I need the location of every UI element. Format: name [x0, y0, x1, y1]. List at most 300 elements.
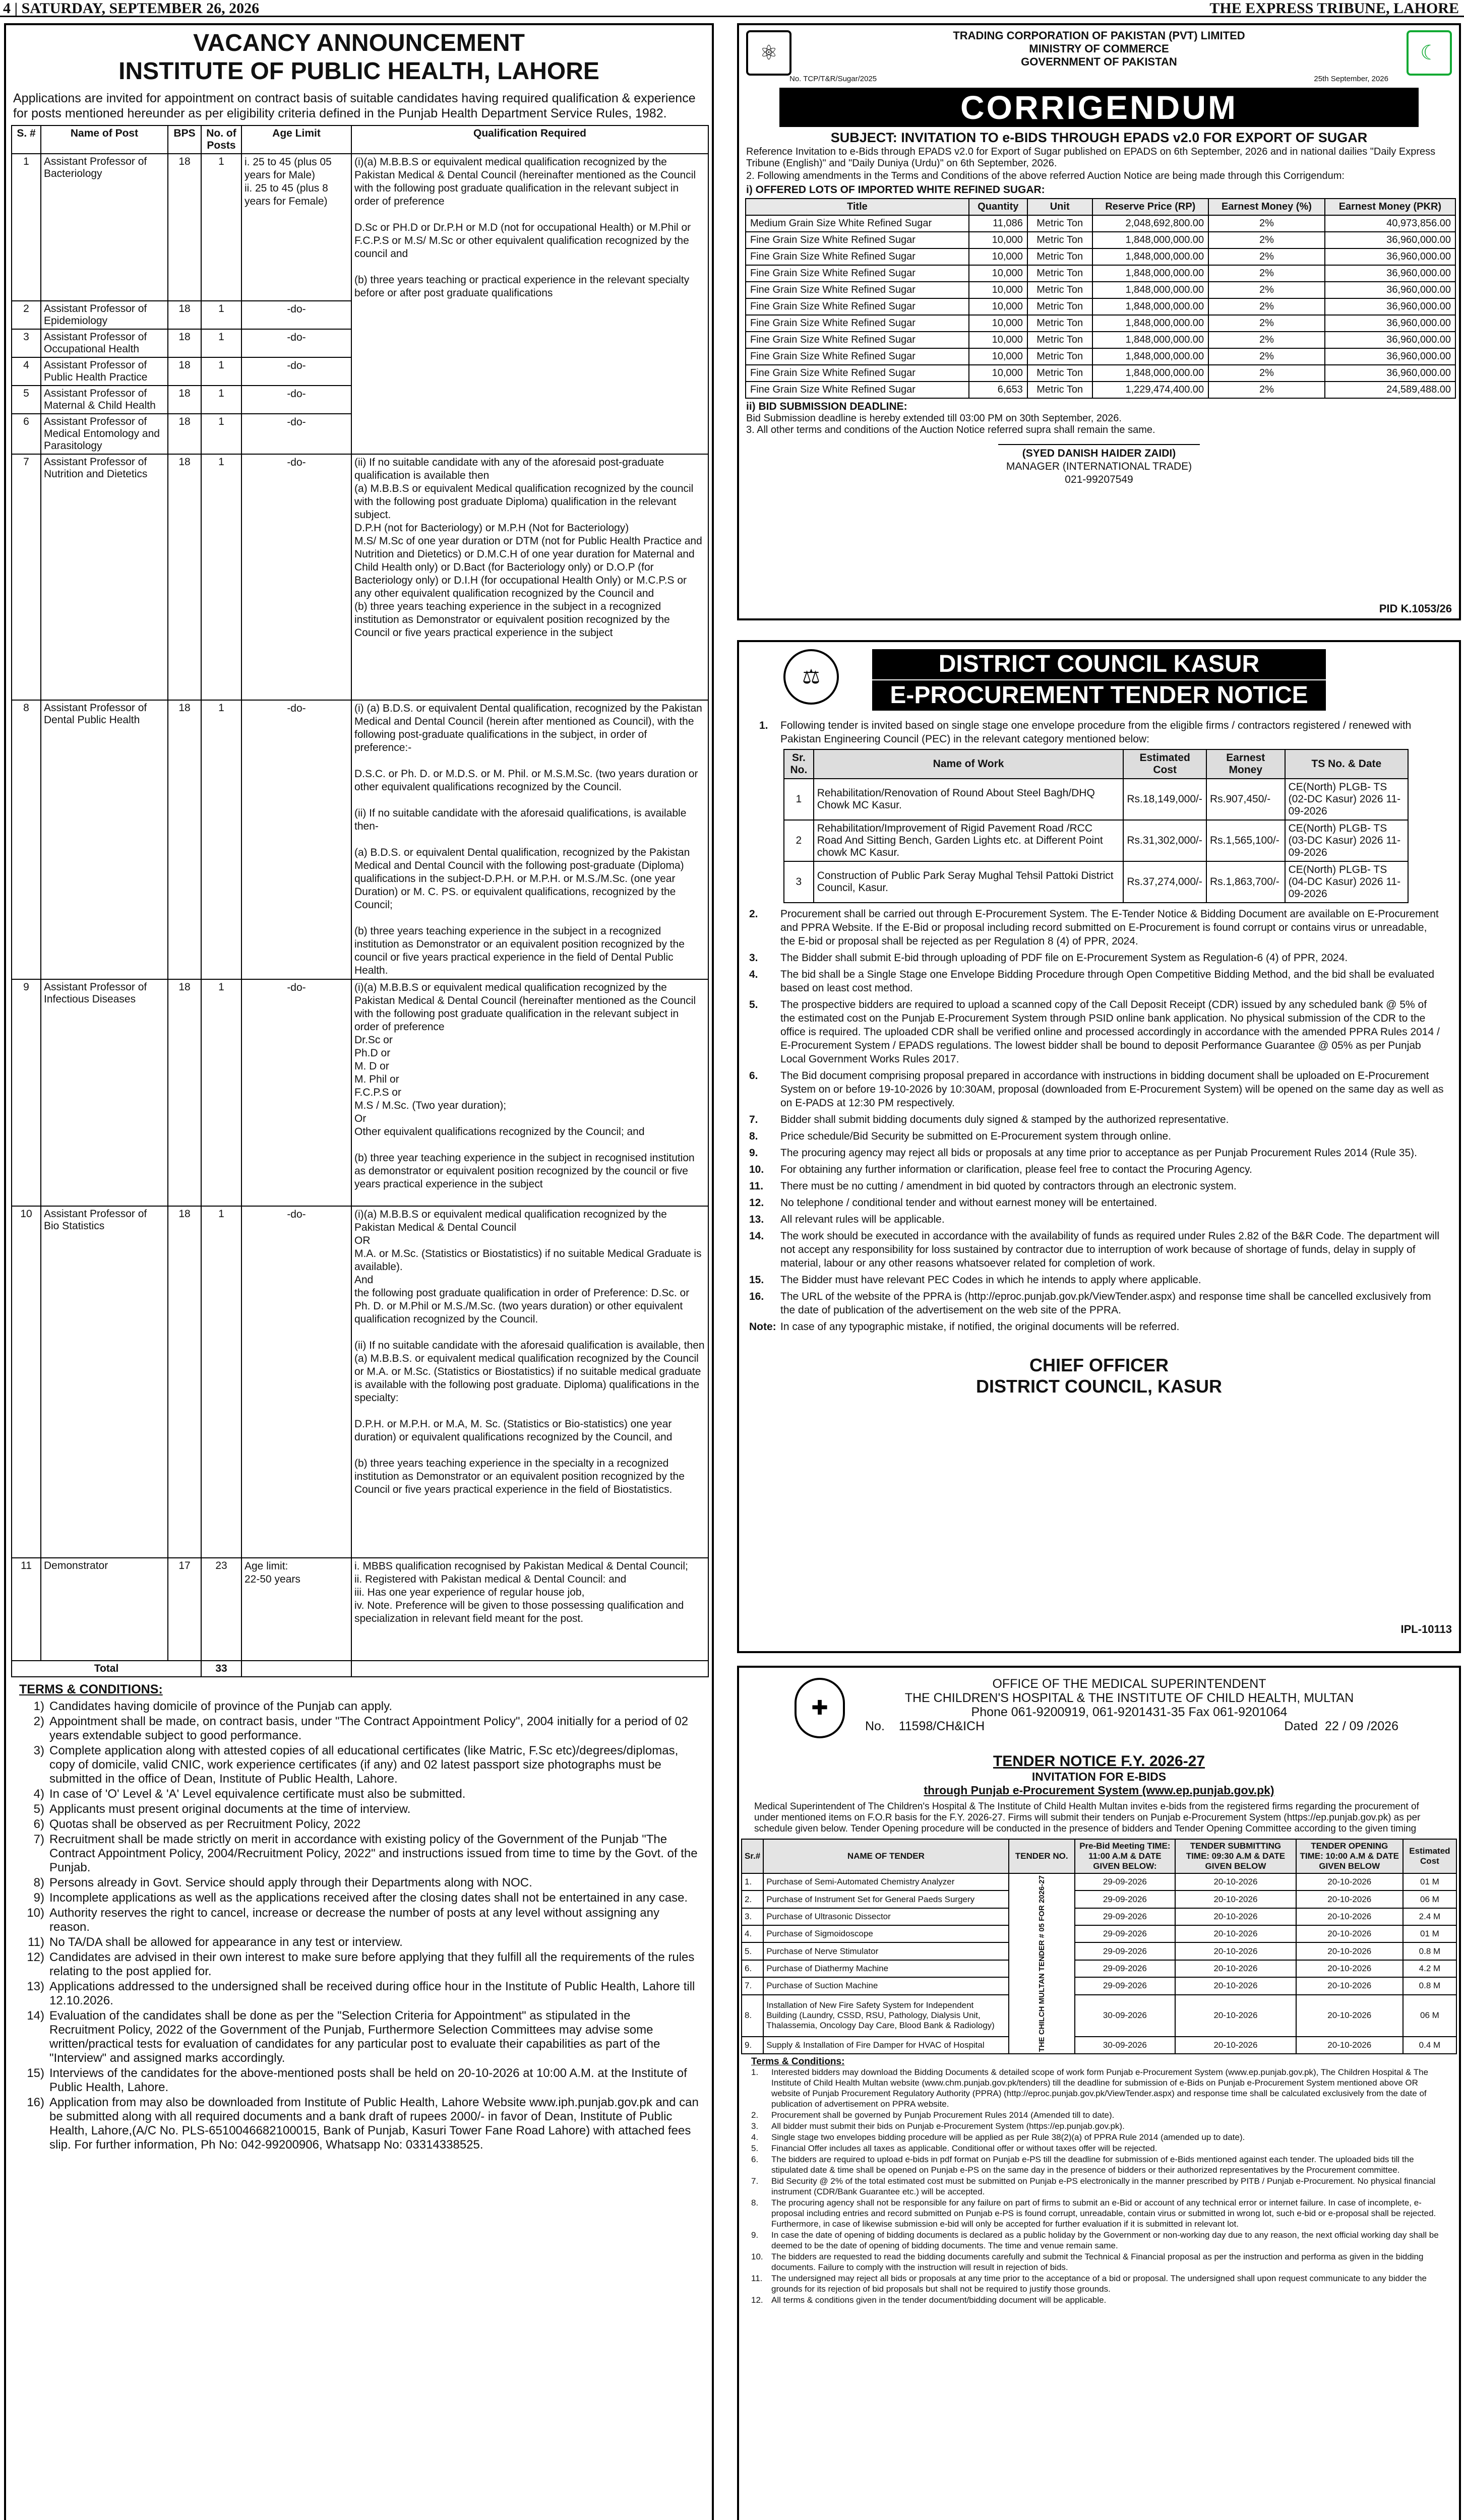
- sugar-row: [746, 365, 1455, 382]
- kasur-point-number: 5.: [749, 999, 758, 1011]
- sugar-cell: 36,960,000.00: [1325, 365, 1455, 382]
- row-post: Assistant Professor of Epidemiology: [41, 301, 168, 329]
- multan-cell-sn: 8.: [742, 1995, 763, 2037]
- sugar-cell: 36,960,000.00: [1325, 332, 1455, 348]
- kasur-point-number: 14.: [749, 1230, 764, 1242]
- kasur-point-text: The prospective bidders are required to upload a scanned copy of the Call Deposit Receipt (CDR) issued by any scheduled bank @ 5% of the estimated cost on the Punjab E-Procurement System through PSID online bank application. No physical submission of the CDR to the office is required. The uploaded CDR shall be verified online and processed accordingly in accordance with the amended PPRA Rules 2014 / E-Procurement System / EPADS regulations. The lowest bidder shall be bound to deposit Performance Guarantee @ 05% as per Punjab Local Government Works Rules 2017.: [780, 999, 1440, 1065]
- multan-cell: 06 M: [1403, 1891, 1456, 1908]
- multan-cell: 29-09-2026: [1075, 1908, 1176, 1925]
- sugar-cell: 2%: [1208, 248, 1325, 265]
- vacancy-row: [12, 1206, 708, 1558]
- multan-title-block: [739, 1753, 1459, 1797]
- vacancy-row: [12, 700, 708, 979]
- multan-cell: 20-10-2026: [1296, 1925, 1403, 1942]
- col-posts: No. of Posts: [201, 125, 241, 154]
- row-age: -do-: [241, 386, 351, 414]
- multan-term-text: Procurement shall be governed by Punjab Procurement Rules 2014 (Amended till to date).: [771, 2110, 1115, 2120]
- row-qual: (i) (a) B.D.S. or equivalent Dental qualification, recognized by the Pakistan Medical and Dental Council (herein after mentioned as Council), with the following post-graduate qualifications in the subject, in order of preference:- D.S.C. or Ph. D. or M.D.S. or M. Phil. or M.S.M.Sc. (two years duration or other equivalent qualifications recognized by the Council. (ii) If no suitable candidate with the aforesaid qualifications, is available then- (a) B.D.S. or equivalent Dental qualification, recognized by the Pakistan Medical and Dental Council with the following post-graduate (Diploma) qualifications in the subject-D.P.H. or M.P.H. or M.S./M.Sc. (one year Duration) or M. C. PS. or equivalent qualifications, recognized by the Council; (b) three years teaching experience in the subject in a recognized institution as Demonstrator or an equivalent position recognized by the council or five years practical experience in the field of Dental Public Health.: [351, 700, 708, 979]
- kasur-point: [739, 1273, 1459, 1290]
- row-posts: 23: [201, 1558, 241, 1661]
- sugar-cell: 40,973,856.00: [1325, 215, 1455, 232]
- multan-cell: 01 M: [1403, 1873, 1456, 1891]
- term-text: Recruitment shall be made strictly on merit in accordance with existing policy of the Government of the Punjab "The Contract Appointment Policy, 2004/Recruitment Policy, 2022" and instructions issued from time to time by the Govt. of the Punjab.: [49, 1833, 698, 1874]
- multan-cell: 20-10-2026: [1296, 1995, 1403, 2037]
- multan-cell: 29-09-2026: [1075, 1925, 1176, 1942]
- kasur-p1-text: Following tender is invited based on single stage one envelope procedure from the eligible firms / contractors registered / renewed with Pakistan Engineering Council (PEC) in the relevant category mentioned below:: [780, 720, 1412, 745]
- kasur-cell: Rs.31,302,000/-: [1123, 820, 1206, 861]
- term-item: [19, 2066, 699, 2095]
- multan-term-text: The undersigned may reject all bids or proposals at any time prior to the acceptance of a bid or proposal. The undersigned shall upon request communicate to any bidder the grounds for its rejection of bid proposals but shall not be required to justify those grounds.: [771, 2274, 1427, 2294]
- kasur-point-number: 9.: [749, 1147, 758, 1159]
- multan-tender-no: THE CHILCH MULTAN TENDER # 05 FOR 2026-27: [1009, 1873, 1075, 2054]
- multan-cell: 20-10-2026: [1296, 1977, 1403, 1994]
- term-text: Persons already in Govt. Service should apply through their Departments along with NOC.: [49, 1876, 532, 1889]
- multan-terms-title: Terms & Conditions:: [751, 2056, 845, 2067]
- sugar-cell: 36,960,000.00: [1325, 232, 1455, 248]
- sugar-cell: Metric Ton: [1027, 298, 1092, 315]
- multan-no: [865, 1719, 985, 1734]
- sugar-table: [745, 198, 1456, 399]
- sugar-cell: 2%: [1208, 382, 1325, 398]
- row-qual: (ii) If no suitable candidate with any of the aforesaid post-graduate qualification is available then (a) M.B.B.S or equivalent Medical qualification recognized by the council with the following post graduate Diploma) qualification in the relevant subject. D.P.H (not for Bacteriology) or M.P.H (Not for Bacteriology) M.S/ M.Sc of one year duration or DTM (not for Public Health Practice and Nutrition and Dietetics) or D.M.C.H of one year duration for Maternal and Child Health only) or D.Bact (for Bacteriology only) or D.O.P (for Bacteriology only) or D.I.H (for occupational Health Only) or M.C.P.S or any other equivalent qualification recognized by the Council and (b) three years teaching experience in the subject in a recognized institution as Demonstrator or equivalent position recognized by the Council or five years practical experience in the subject: [351, 454, 708, 700]
- multan-col-3: Pre-Bid Meeting TIME: 11:00 A.M & DATE GIVEN BELOW:: [1075, 1839, 1176, 1873]
- sugar-cell: Fine Grain Size White Refined Sugar: [746, 382, 969, 398]
- term-text: Authority reserves the right to cancel, increase or decrease the number of posts at any level without assigning any reason.: [49, 1906, 659, 1934]
- multan-cell-sn: 3.: [742, 1908, 763, 1925]
- kasur-point-text: The URL of the website of the PPRA is (http://eproc.punjab.gov.pk/ViewTender.aspx) and response time shall be cancelled exclusively from the date of publication of the advertisement on the web site of the PPRA.: [780, 1291, 1431, 1316]
- row-posts: 1: [201, 386, 241, 414]
- corr-subject: SUBJECT: INVITATION TO e-BIDS THROUGH EPADS v2.0 FOR EXPORT OF SUGAR: [830, 130, 1368, 145]
- multan-cell: 20-10-2026: [1296, 1942, 1403, 1960]
- kasur-point: [739, 1290, 1459, 1320]
- multan-cell: 20-10-2026: [1175, 1891, 1296, 1908]
- term-item: [19, 2096, 699, 2152]
- corr-para: Reference Invitation to e-Bids through EPADS v2.0 for Export of Sugar published on EPADS on 6th September, 2026 and in national dailies "Daily Express Tribune (English)" and "Daily Duniya (Urdu)" on 6th September, 2026.: [746, 146, 1436, 169]
- multan-col-1: NAME OF TENDER: [763, 1839, 1008, 1873]
- multan-term-text: All terms & conditions given in the tender document/bidding document will be applicable.: [771, 2295, 1107, 2305]
- multan-cell: 01 M: [1403, 1925, 1456, 1942]
- term-item: [19, 1699, 699, 1714]
- multan-cell: 20-10-2026: [1175, 1977, 1296, 1994]
- term-number: 3): [33, 1744, 44, 1757]
- multan-cell-name: Purchase of Diathermy Machine: [763, 1960, 1008, 1977]
- sugar-cell: 36,960,000.00: [1325, 348, 1455, 365]
- multan-cell-name: Purchase of Nerve Stimulator: [763, 1942, 1008, 1960]
- multan-term-text: The bidders are requested to read the bidding documents carefully and submit the Technical & Financial proposal as per the instruction and performa as given in the bidding documents. Failure to comply with the instruction will result in rejection of bids.: [771, 2252, 1424, 2273]
- sugar-header-row: [746, 199, 1455, 215]
- kasur-point-text: The bid shall be a Single Stage one Envelope Bidding Procedure through Open Competitive Bidding Method, and the bid shall be evaluated based on least cost method.: [780, 969, 1435, 994]
- term-text: In case of 'O' Level & 'A' Level equivalence certificate must also be submitted.: [49, 1787, 466, 1801]
- row-post: Assistant Professor of Dental Public Health: [41, 700, 168, 979]
- multan-org-1: OFFICE OF THE MEDICAL SUPERINTENDENT: [992, 1677, 1266, 1691]
- row-post: Assistant Professor of Public Health Practice: [41, 357, 168, 386]
- multan-term-number: 7.: [751, 2176, 759, 2186]
- kasur-point: [739, 968, 1459, 998]
- kasur-table: [783, 749, 1409, 903]
- term-number: 11): [28, 1935, 44, 1949]
- kasur-title-1: DISTRICT COUNCIL KASUR: [872, 649, 1326, 679]
- row-post: Assistant Professor of Nutrition and Dietetics: [41, 454, 168, 700]
- kasur-point-text: The Bidder must have relevant PEC Codes in which he intends to apply where applicable.: [780, 1274, 1201, 1286]
- sugar-cell: Fine Grain Size White Refined Sugar: [746, 232, 969, 248]
- multan-term-number: 2.: [751, 2110, 759, 2120]
- multan-term: [751, 2251, 1447, 2273]
- row-qual: (i)(a) M.B.B.S or equivalent medical qualification recognized by the Pakistan Medical & Dental Council (hereinafter mentioned as the Council with the following post graduate qualification in the relevant subject in order of preference D.Sc or PH.D or Dr.P.H or M.D (not for occupational Health) or M.Phil or F.C.P.S or M.S/ M.Sc or other equivalent qualification recognized by the council and (b) three years teaching or practical experience in the relevant specialty before or after post graduate qualifications: [351, 154, 708, 454]
- kasur-point-text: For obtaining any further information or clarification, please feel free to contact the Procuring Agency.: [780, 1164, 1252, 1175]
- sugar-cell: 1,848,000,000.00: [1092, 315, 1209, 332]
- row-bps: 18: [168, 979, 201, 1206]
- term-number: 5): [33, 1802, 44, 1816]
- row-posts: 1: [201, 357, 241, 386]
- kasur-point: [739, 1229, 1459, 1273]
- term-item: [19, 1950, 699, 1979]
- multan-term: [751, 2067, 1447, 2109]
- multan-cell: 2.4 M: [1403, 1908, 1456, 1925]
- kasur-point-text: The Bidder shall submit E-bid through uploading of PDF file on E-Procurement System as Regulation-6 (4) of PPR, 2024.: [780, 952, 1348, 964]
- multan-row: [742, 1942, 1456, 1960]
- sugar-cell: 2,048,692,800.00: [1092, 215, 1209, 232]
- row-posts: 1: [201, 301, 241, 329]
- row-qual: (i)(a) M.B.B.S or equivalent medical qualification recognized by the Pakistan Medical & Dental Council OR M.A. or M.Sc. (Statistics or Biostatistics) if no suitable Medical Graduate is available). And the following post graduate qualification in order of Preference: D.Sc. or Ph. D. or M.Phil or M.S./M.Sc. (two years duration) or other equivalent qualification recognized by the Council. (ii) If no suitable candidate with the aforesaid qualification is available, then (a) M.B.B.S. or equivalent medical qualification recognized by the Council or M.A. or M.Sc. (Statistics or Biostatistics) if no suitable medical graduate is available with the following post graduate. Diploma) qualifications in the specialty: D.P.H. or M.P.H. or M.A, M. Sc. (Statistics or Bio-statistics) one year duration) or equivalent qualifications recognized by the Council, and (b) three years teaching experience in the specialty in a recognized institution as Demonstrator or an equivalent position recognized by the Council or five years practical experience in the field of Biostatistics.: [351, 1206, 708, 1558]
- multan-row: [742, 1925, 1456, 1942]
- term-item: [19, 1833, 699, 1875]
- vacancy-row: [12, 454, 708, 700]
- term-text: Appointment shall be made, on contract basis, under "The Contract Appointment Policy", 2004 initially for a period of 02 years extendable subject to good performance.: [49, 1715, 689, 1742]
- corr-org-3: GOVERNMENT OF PAKISTAN: [1021, 55, 1177, 68]
- tcp-logo-icon: ⚛: [746, 30, 791, 76]
- term-number: 16): [27, 2096, 44, 2109]
- kasur-row: [784, 779, 1408, 820]
- dated-label: Dated: [1284, 1719, 1318, 1733]
- kasur-cell: Rs.37,274,000/-: [1123, 861, 1206, 903]
- multan-cell: 30-09-2026: [1075, 1995, 1176, 2037]
- row-sn: 10: [12, 1206, 41, 1558]
- sugar-cell: 2%: [1208, 298, 1325, 315]
- sugar-cell: Metric Ton: [1027, 365, 1092, 382]
- multan-cell: 20-10-2026: [1175, 1908, 1296, 1925]
- col-bps: BPS: [168, 125, 201, 154]
- pid-code: PID K.1053/26: [1379, 602, 1452, 615]
- term-number: 9): [33, 1891, 44, 1905]
- sugar-col-3: Reserve Price (RP): [1092, 199, 1209, 215]
- kasur-point-text: No telephone / conditional tender and without earnest money will be entertained.: [780, 1197, 1157, 1209]
- term-text: Applications addressed to the undersigned shall be received during office hour in the Institute of Public Health, Lahore till 12.10.2026.: [49, 1980, 695, 2007]
- kasur-point-number: Note:: [749, 1321, 776, 1333]
- row-age: -do-: [241, 700, 351, 979]
- kasur-cell: CE(North) PLGB- TS (02-DC Kasur) 2026 11-09-2026: [1285, 779, 1408, 820]
- multan-cell: 20-10-2026: [1296, 1960, 1403, 1977]
- multan-cell-name: Purchase of Sigmoidoscope: [763, 1925, 1008, 1942]
- multan-term: [751, 2273, 1447, 2294]
- sugar-cell: 2%: [1208, 348, 1325, 365]
- multan-term-text: The procuring agency shall not be responsible for any failure on part of firms to submit an e-Bid or account of any technical error or internet failure. In case of incomplete, e-proposal including entries and record submitted on Punjab e-PS is found corrupt, unreadable, contain virus or submitted in wrong lot, such e-bid or e-proposal shall be rejected. Furthermore, in case of likewise submission e-bid will only be accepted for further evaluation if it is submitted in relevant lot.: [771, 2198, 1436, 2229]
- multan-term: [751, 2121, 1447, 2131]
- kasur-col-2: Estimated Cost: [1123, 749, 1206, 779]
- kasur-row: [784, 861, 1408, 903]
- multan-ref: [739, 1719, 1459, 1734]
- multan-table: [741, 1839, 1457, 2054]
- sugar-col-0: Title: [746, 199, 969, 215]
- sugar-cell: 10,000: [969, 365, 1027, 382]
- sugar-cell: Metric Ton: [1027, 332, 1092, 348]
- term-item: [19, 1906, 699, 1934]
- multan-term: [751, 2110, 1447, 2120]
- vacancy-title-2: INSTITUTE OF PUBLIC HEALTH, LAHORE: [118, 58, 599, 85]
- multan-cell-sn: 6.: [742, 1960, 763, 1977]
- sugar-cell: 1,848,000,000.00: [1092, 282, 1209, 298]
- header-date: 4 | SATURDAY, SEPTEMBER 26, 2026: [3, 0, 260, 17]
- multan-cell-name: Purchase of Instrument Set for General Paeds Surgery: [763, 1891, 1008, 1908]
- sugar-cell: 10,000: [969, 282, 1027, 298]
- multan-row: [742, 1960, 1456, 1977]
- sugar-cell: Medium Grain Size White Refined Sugar: [746, 215, 969, 232]
- term-item: [19, 1817, 699, 1832]
- term-item: [19, 1980, 699, 2008]
- kasur-point: [739, 1163, 1459, 1179]
- term-number: 15): [27, 2066, 44, 2080]
- sugar-cell: 10,000: [969, 315, 1027, 332]
- multan-term-number: 1.: [751, 2067, 759, 2077]
- sugar-cell: Metric Ton: [1027, 315, 1092, 332]
- term-number: 2): [33, 1715, 44, 1728]
- header-paper: THE EXPRESS TRIBUNE, LAHORE: [1209, 0, 1459, 17]
- sugar-row: [746, 315, 1455, 332]
- sugar-row: [746, 215, 1455, 232]
- col-sn: S. #: [12, 125, 41, 154]
- corr-ref: No. TCP/T&R/Sugar/2025: [789, 75, 877, 83]
- sugar-cell: 1,848,000,000.00: [1092, 348, 1209, 365]
- sugar-col-5: Earnest Money (PKR): [1325, 199, 1455, 215]
- term-text: Quotas shall be observed as per Recruitment Policy, 2022: [49, 1817, 361, 1831]
- kasur-point-number: 6.: [749, 1070, 758, 1082]
- sugar-col-4: Earnest Money (%): [1208, 199, 1325, 215]
- kasur-col-1: Name of Work: [814, 749, 1124, 779]
- sugar-row: [746, 382, 1455, 398]
- multan-title: TENDER NOTICE F.Y. 2026-27: [993, 1753, 1205, 1770]
- multan-cell: 20-10-2026: [1175, 2037, 1296, 2054]
- multan-cell: 20-10-2026: [1175, 1995, 1296, 2037]
- multan-col-2: TENDER NO.: [1009, 1839, 1075, 1873]
- multan-cell-name: Purchase of Semi-Automated Chemistry Analyzer: [763, 1873, 1008, 1891]
- sugar-cell: 6,653: [969, 382, 1027, 398]
- row-age: -do-: [241, 414, 351, 454]
- row-bps: 18: [168, 329, 201, 357]
- multan-term-number: 10.: [751, 2252, 763, 2262]
- kasur-point-number: 11.: [749, 1180, 764, 1192]
- term-item: [19, 2009, 699, 2065]
- dated-value: 22 / 09 /2026: [1325, 1719, 1398, 1733]
- kasur-cell: 1: [784, 779, 814, 820]
- multan-term: [751, 2143, 1447, 2154]
- corr-title: CORRIGENDUM: [779, 88, 1419, 127]
- sugar-cell: 2%: [1208, 232, 1325, 248]
- row-age: -do-: [241, 301, 351, 329]
- sugar-cell: Fine Grain Size White Refined Sugar: [746, 282, 969, 298]
- kasur-point-text: All relevant rules will be applicable.: [780, 1214, 945, 1225]
- kasur-ipl: IPL-10113: [1400, 1623, 1452, 1635]
- sugar-cell: 10,000: [969, 332, 1027, 348]
- terms-title: TERMS & CONDITIONS:: [19, 1682, 163, 1696]
- multan-org-2: THE CHILDREN'S HOSPITAL & THE INSTITUTE OF CHILD HEALTH, MULTAN: [904, 1691, 1354, 1705]
- term-text: Complete application along with attested copies of all educational certificates (like Matric, F.Sc etc)/degrees/diplomas, copy of domicile, valid CNIC, work experience certificates (if any) and 02 latest passport size photographs must be submitted in the office of Dean, Institute of Public Health, Lahore.: [49, 1744, 679, 1786]
- row-age: -do-: [241, 454, 351, 700]
- multan-term-number: 9.: [751, 2230, 759, 2240]
- total-empty: [241, 1661, 351, 1677]
- term-number: 8): [33, 1876, 44, 1889]
- kasur-point-number: 16.: [749, 1291, 764, 1302]
- kasur-col-3: Earnest Money: [1206, 749, 1285, 779]
- row-posts: 1: [201, 1206, 241, 1558]
- multan-cell: 29-09-2026: [1075, 1873, 1176, 1891]
- multan-cell: 0.8 M: [1403, 1942, 1456, 1960]
- multan-terms: [739, 2054, 1459, 2308]
- term-item: [19, 1744, 699, 1786]
- vacancy-title-1: VACANCY ANNOUNCEMENT: [193, 30, 525, 56]
- row-posts: 1: [201, 414, 241, 454]
- term-item: [19, 1787, 699, 1801]
- row-post: Demonstrator: [41, 1558, 168, 1661]
- sugar-cell: Metric Ton: [1027, 232, 1092, 248]
- vacancy-total-row: [12, 1661, 708, 1677]
- col-age: Age Limit: [241, 125, 351, 154]
- sugar-cell: 1,229,474,400.00: [1092, 382, 1209, 398]
- multan-col-4: TENDER SUBMITTING TIME: 09:30 A.M & DATE GIVEN BELOW: [1175, 1839, 1296, 1873]
- kasur-cell: CE(North) PLGB- TS (04-DC Kasur) 2026 11-09-2026: [1285, 861, 1408, 903]
- vacancy-table: [11, 125, 709, 1677]
- multan-col-6: Estimated Cost: [1403, 1839, 1456, 1873]
- sugar-row: [746, 298, 1455, 315]
- sugar-cell: Fine Grain Size White Refined Sugar: [746, 332, 969, 348]
- sugar-row: [746, 248, 1455, 265]
- term-text: Candidates are advised in their own interest to make sure before applying that they fulfill all the requirements of the rules relating to the post applied for.: [49, 1950, 695, 1978]
- sugar-col-1: Quantity: [969, 199, 1027, 215]
- multan-term-number: 4.: [751, 2132, 759, 2143]
- multan-term-number: 5.: [751, 2144, 759, 2154]
- sugar-cell: 1,848,000,000.00: [1092, 298, 1209, 315]
- multan-cell-sn: 7.: [742, 1977, 763, 1994]
- kasur-point-number: 2.: [749, 908, 758, 920]
- no-value: 11598: [898, 1719, 933, 1733]
- multan-cell: 20-10-2026: [1175, 1925, 1296, 1942]
- sugar-cell: 11,086: [969, 215, 1027, 232]
- sugar-cell: Fine Grain Size White Refined Sugar: [746, 348, 969, 365]
- row-sn: 11: [12, 1558, 41, 1661]
- row-posts: 1: [201, 154, 241, 301]
- term-number: 6): [33, 1817, 44, 1831]
- multan-term: [751, 2132, 1447, 2143]
- row-bps: 18: [168, 700, 201, 979]
- multan-cell-name: Purchase of Ultrasonic Dissector: [763, 1908, 1008, 1925]
- term-number: 14): [27, 2009, 44, 2023]
- multan-row: [742, 1977, 1456, 1994]
- row-bps: 18: [168, 386, 201, 414]
- kasur-cell: Rs.1,565,100/-: [1206, 820, 1285, 861]
- multan-cell: 20-10-2026: [1175, 1960, 1296, 1977]
- vacancy-row: [12, 154, 708, 301]
- sugar-cell: 1,848,000,000.00: [1092, 265, 1209, 282]
- sugar-cell: 2%: [1208, 215, 1325, 232]
- corr-org-2: MINISTRY OF COMMERCE: [1029, 42, 1169, 55]
- vacancy-title: [6, 25, 712, 86]
- vacancy-row: [12, 979, 708, 1206]
- multan-row: [742, 1891, 1456, 1908]
- vacancy-header-row: [12, 125, 708, 154]
- sugar-cell: Fine Grain Size White Refined Sugar: [746, 315, 969, 332]
- sugar-cell: 2%: [1208, 265, 1325, 282]
- multan-term-text: In case the date of opening of bidding documents is declared as a public holiday by the Government or non-working day due to any reason, the next official working day shall be deemed to be the date of opening of bidding documents. The time and venue remain same.: [771, 2230, 1439, 2251]
- multan-cell: 29-09-2026: [1075, 1942, 1176, 1960]
- kasur-point-text: There must be no cutting / amendment in bid quoted by contractors through an electronic system.: [780, 1180, 1237, 1192]
- newspaper-header: [0, 0, 1464, 17]
- multan-date: [1284, 1719, 1398, 1734]
- sugar-row: [746, 232, 1455, 248]
- row-post: Assistant Professor of Maternal & Child Health: [41, 386, 168, 414]
- corrigendum-ad: [737, 23, 1461, 620]
- corr-para2: 2. Following amendments in the Terms and Conditions of the above referred Auction Notice are being made through this Corrigendum:: [746, 170, 1345, 181]
- multan-cell-name: Supply & Installation of Fire Damper for HVAC of Hospital: [763, 2037, 1008, 2054]
- kasur-point-number: 7.: [749, 1114, 758, 1125]
- sugar-cell: 1,848,000,000.00: [1092, 332, 1209, 348]
- sugar-cell: 36,960,000.00: [1325, 282, 1455, 298]
- sugar-row: [746, 265, 1455, 282]
- multan-term-text: Financial Offer includes all taxes as applicable. Conditional offer or without taxes offer will be rejected.: [771, 2144, 1157, 2154]
- vacancy-row: [12, 1558, 708, 1661]
- term-item: [19, 1891, 699, 1905]
- col-post: Name of Post: [41, 125, 168, 154]
- multan-row: [742, 1995, 1456, 2037]
- kasur-point-number: 3.: [749, 952, 758, 964]
- row-bps: 17: [168, 1558, 201, 1661]
- row-age: Age limit: 22-50 years: [241, 1558, 351, 1661]
- row-posts: 1: [201, 979, 241, 1206]
- multan-col-0: Sr.#: [742, 1839, 763, 1873]
- kasur-point-number: 12.: [749, 1197, 764, 1209]
- sugar-cell: Fine Grain Size White Refined Sugar: [746, 248, 969, 265]
- row-bps: 18: [168, 357, 201, 386]
- kasur-header-row: [784, 749, 1408, 779]
- kasur-seal-icon: ⚖: [783, 649, 839, 705]
- kasur-point-text: Bidder shall submit bidding documents duly signed & stamped by the authorized representative.: [780, 1114, 1229, 1125]
- row-sn: 2: [12, 301, 41, 329]
- multan-term-number: 8.: [751, 2198, 759, 2208]
- multan-term: [751, 2230, 1447, 2251]
- multan-row: [742, 2037, 1456, 2054]
- multan-ad: [737, 1666, 1461, 2520]
- pakistan-logo-icon: ☾: [1407, 30, 1452, 76]
- kasur-cell: 3: [784, 861, 814, 903]
- kasur-point: [739, 1113, 1459, 1129]
- row-posts: 1: [201, 454, 241, 700]
- kasur-point-text: In case of any typographic mistake, if notified, the original documents will be referred.: [780, 1321, 1180, 1333]
- kasur-title-2: E-PROCUREMENT TENDER NOTICE: [872, 680, 1326, 711]
- sugar-cell: 2%: [1208, 282, 1325, 298]
- sugar-row: [746, 282, 1455, 298]
- sugar-cell: 36,960,000.00: [1325, 298, 1455, 315]
- corr-date: 25th September, 2026: [1314, 75, 1388, 83]
- row-post: Assistant Professor of Bio Statistics: [41, 1206, 168, 1558]
- sugar-cell: Metric Ton: [1027, 265, 1092, 282]
- total-empty: [351, 1661, 708, 1677]
- term-text: Candidates having domicile of province of the Punjab can apply.: [49, 1699, 392, 1713]
- sugar-cell: 2%: [1208, 365, 1325, 382]
- kasur-col-0: Sr. No.: [784, 749, 814, 779]
- row-bps: 18: [168, 1206, 201, 1558]
- row-age: -do-: [241, 357, 351, 386]
- row-sn: 3: [12, 329, 41, 357]
- multan-cell-name: Installation of New Fire Safety System for Independent Building (Laundry, CSSD, RSU, Pathology, Dialysis Unit, Thalassemia, Oncology Day Care, Blood Bank & Radiology): [763, 1995, 1008, 2037]
- kasur-point-number: 15.: [749, 1274, 764, 1286]
- multan-cell-sn: 9.: [742, 2037, 763, 2054]
